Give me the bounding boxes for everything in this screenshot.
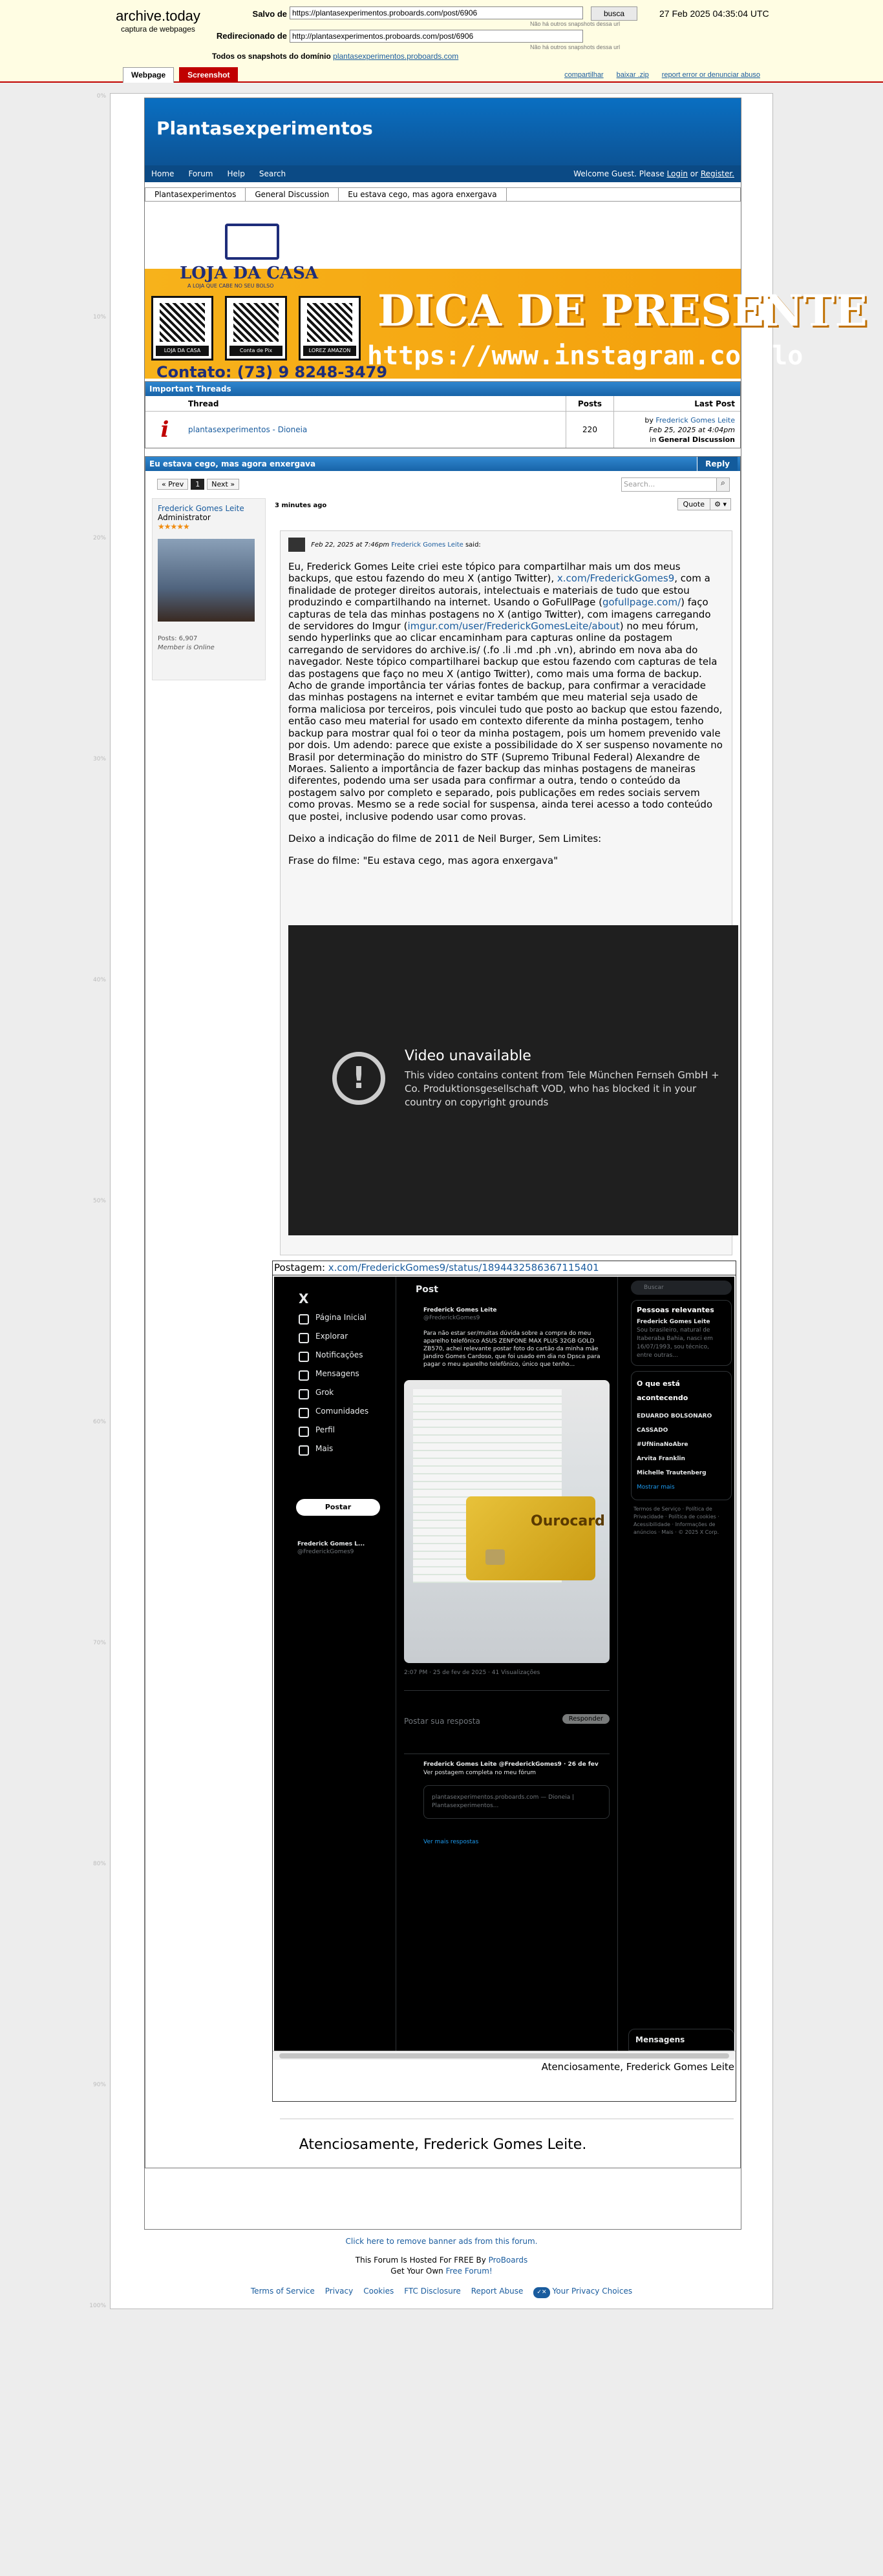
remove-ads-link[interactable]: Click here to remove banner ads from this forum. [345, 2237, 538, 2246]
footer-links [111, 2286, 772, 2298]
col-posts: Posts [566, 396, 613, 411]
get-your-own-text: Get Your Own [390, 2267, 443, 2276]
domain-link[interactable]: plantasexperimentos.proboards.com [333, 52, 459, 61]
archived-page-frame [110, 93, 867, 2309]
ruler-mark: 30% [92, 756, 106, 762]
thread-container [145, 456, 741, 2168]
all-snapshots-row [212, 52, 458, 61]
qr-label: LOJA DA CASA [156, 346, 209, 356]
archive-logo[interactable]: archive.today [116, 8, 200, 24]
archive-brand[interactable] [111, 8, 205, 34]
post-text: ) no meu fórum, sendo hyperlinks que ao clicar encaminham para capturas online da postagem carregando de servidores do archive.is/ (.fo .li .md .ph .vn), abrindo em nova aba do navegador. Neste tópico compartilharei backup que estou fazendo com capturas de tela das postagens que faço no meu X (antigo Twitter), como mais uma forma de backup. Acho de grande importância ter várias fontes de backup, para confirmar a veracidade das minhas postagens na internet e evitar também que meu material seja usado de forma maliciosa por terceiros, pois vinculei tudo que posto ao backup que estou fazendo, então caso meu material for usado em contexto diferente da minha postagem, tenho backup para mostrar qual foi o teor da minha postagem, pois um homem prevenido vale por dois. Um adendo: parece que existe a possibilidade do X ser suspenso novamente no Brasil por determinação do ministro do STF (Supremo Tribunal Federal) Alexandre de Moraes. Saliento a importância de fazer backup das minhas postagens de maneiras diferentes, podendo uma ser usada para confirmar a outra, tendo o conteúdo da postagem salvo por completo e separado, pois publicações em redes sociais servem como provas. Mesmo se a rede social for suspensa, ainda terei acesso a todo conteúdo que postei, inclusive podendo usar como provas. [288, 620, 723, 822]
x-logo-icon: X [299, 1291, 309, 1306]
last-post-author[interactable]: Frederick Gomes Leite [655, 415, 735, 424]
store-logo-icon [225, 224, 279, 260]
x-trend: EDUARDO BOLSONARO CASSADO [637, 1413, 712, 1434]
forum-nav [145, 165, 741, 182]
report-abuse-link[interactable]: Report Abuse [471, 2287, 524, 2296]
reply-button[interactable]: Reply [697, 457, 738, 471]
snapshot-date: 27 Feb 2025 04:35:04 UTC [659, 8, 769, 19]
hosted-by-text: This Forum Is Hosted For FREE By [355, 2256, 486, 2265]
x-trend: Arvita Franklin [637, 1456, 685, 1462]
qr-code-icon [151, 296, 213, 361]
banner-headline: DICA DE PRESENTE [378, 286, 867, 336]
x-tweet [396, 1303, 617, 1372]
important-thread-row[interactable] [145, 412, 740, 448]
x-menu-communities: Comunidades [296, 1402, 399, 1421]
download-zip-link[interactable]: baixar .zip [616, 71, 649, 79]
breadcrumb [145, 187, 741, 202]
x-sidebar [296, 1290, 399, 1458]
x-reply-text: Ver postagem completa no meu fórum [423, 1770, 537, 1776]
x-reply-link-card: plantasexperimentos.proboards.com — Dioneia | Plantasexperimentos... [423, 1785, 610, 1819]
redirected-label: Redirecionado de [216, 31, 287, 41]
tweet-signature: Atenciosamente, Frederick Gomes Leite [541, 2061, 734, 2073]
breadcrumb-board[interactable]: General Discussion [246, 188, 339, 201]
qr-code-icon [299, 296, 361, 361]
important-threads-heading: Important Threads [145, 382, 740, 396]
archive-actions [564, 71, 760, 79]
tweet-label: Postagem: [274, 1262, 325, 1273]
poster-role: Administrator [158, 513, 211, 522]
tab-webpage[interactable]: Webpage [123, 67, 174, 83]
ruler-mark: 40% [92, 977, 106, 983]
forum-container [144, 98, 867, 2230]
x-profile-link[interactable]: x.com/FrederickGomes9 [557, 572, 675, 585]
welcome-text [573, 169, 734, 178]
x-reply-box [404, 1690, 610, 1726]
qr-label: Conta de Pix [229, 346, 282, 356]
thread-search-input[interactable]: Search... [624, 480, 655, 488]
search-icon[interactable]: ⌕ [716, 478, 729, 491]
forum-title[interactable]: Plantasexperimentos [156, 118, 373, 139]
imgur-link[interactable]: imgur.com/user/FrederickGomesLeite/about [407, 620, 620, 633]
x-post-header: Post [416, 1284, 438, 1295]
last-by: by [644, 415, 654, 424]
breadcrumb-thread[interactable]: Eu estava cego, mas agora enxergava [339, 188, 506, 201]
card-chip-icon [485, 1549, 505, 1565]
important-threads-header [145, 396, 740, 412]
post-signature: Atenciosamente, Frederick Gomes Leite. [299, 2137, 587, 2153]
x-tweet-text: Para não estar ser/muitas dúvida sobre a compra do meu aparelho telefônico ASUS ZENFONE MAX PLUS 32GB GOLD ZB570, achei relevante postar foto do cartão da minha mãe Jandiro Gomes Cardoso, que foi usado em dia no Dpsca para pagar o meu aparelho telefônico, único que tenho... [423, 1330, 601, 1368]
youtube-video-embed[interactable] [288, 925, 738, 1235]
post-text: ) faço capturas de tela das minhas postagens no X (antigo Twitter), com imagens carregando de servidores do Imgur ( [288, 596, 711, 633]
x-menu-more: Mais [296, 1440, 399, 1458]
x-reply-button: Responder [562, 1714, 610, 1724]
prev-page-button[interactable]: « Prev [157, 479, 188, 490]
tweet-label-row [273, 1261, 736, 1275]
x-account [297, 1540, 365, 1556]
x-search-box: Buscar [631, 1281, 732, 1295]
qr-label: LOREZ AMAZON [303, 346, 356, 356]
x-tweet-author: Frederick Gomes Leite [423, 1307, 497, 1314]
x-reply [404, 1754, 610, 1847]
no-other-snapshots-hint-2: Não há outros snapshots dessa url [530, 44, 621, 50]
domain-label: do domínio [289, 52, 331, 61]
x-trend: #UfNinaNoAbre [637, 1441, 688, 1448]
video-unavailable-desc: This video contains content from Tele München Fernseh GmbH + Co. Produktionsgesellschaft VOD, who has blocked it in your country on copyright grounds [405, 1069, 719, 1108]
col-thread: Thread [188, 399, 219, 408]
tweet-screenshot[interactable] [274, 1277, 734, 2051]
forum-header [145, 98, 741, 182]
post-text: , com a finalidade de proteger direitos autorais, intelectuais e materiais de tudo que estou produzindo e compartilhando na internet. Usando o GoFullPage ( [288, 572, 710, 609]
rank-stars-icon: ★★★★★ [158, 522, 189, 531]
share-link[interactable]: compartilhar [564, 71, 604, 79]
thread-title: Eu estava cego, mas agora enxergava [149, 459, 316, 468]
archive-toolbar [0, 0, 883, 83]
terms-link[interactable]: Terms of Service [250, 2287, 315, 2296]
x-trends-heading: O que está acontecendo [637, 1379, 688, 1402]
video-unavailable-title: Video unavailable [405, 1048, 531, 1064]
col-last-post: Last Post [613, 396, 740, 411]
breadcrumb-home[interactable]: Plantasexperimentos [145, 188, 246, 201]
important-threads [145, 381, 741, 448]
all-snapshots-label[interactable]: Todos os snapshots [212, 52, 287, 61]
info-icon: i [160, 417, 169, 443]
next-page-button[interactable]: Next » [207, 479, 239, 490]
thread-title-bar [145, 457, 740, 471]
privacy-toggle-icon: ✓✕ [533, 2287, 549, 2298]
welcome-or: or [690, 169, 699, 178]
report-error-link[interactable]: report error or denunciar abuso [661, 71, 760, 79]
post-text: Eu, Frederick Gomes Leite criei este tópico para compartilhar mais um dos meus backups, que estou fazendo do meu X (antigo Twitter), [288, 561, 681, 585]
x-menu-grok: Grok [296, 1383, 399, 1402]
x-main-column [396, 1277, 618, 2051]
privacy-choices-link[interactable] [533, 2286, 632, 2298]
warning-icon: ! [332, 1052, 385, 1105]
view-tabs [123, 67, 238, 83]
forum-footer [111, 2236, 772, 2298]
last-in: in [650, 435, 657, 444]
ruler-mark: 60% [92, 1419, 106, 1425]
x-account-handle: @FrederickGomes9 [297, 1549, 354, 1555]
x-reply-author: Frederick Gomes Leite @FrederickGomes9 · 26 de fev [423, 1761, 599, 1768]
x-menu-home: Página Inicial [296, 1308, 399, 1327]
tweet-link[interactable]: x.com/FrederickGomes9/status/1894432586367115401 [328, 1262, 599, 1273]
x-account-name: Frederick Gomes L... [297, 1541, 365, 1547]
ruler-mark: 10% [92, 314, 106, 320]
thread-search [621, 477, 730, 492]
post-options-gear-icon[interactable]: ⚙ ▾ [710, 498, 731, 510]
poster-post-count: Posts: 6,907 [158, 635, 198, 642]
x-trends [631, 1371, 732, 1500]
x-relevant-heading: Pessoas relevantes [637, 1306, 714, 1314]
banner-store-sub: A LOJA QUE CABE NO SEU BOLSO [187, 283, 274, 289]
ruler-mark: 80% [92, 1861, 106, 1867]
search-button[interactable]: busca [591, 6, 637, 21]
cookies-link[interactable]: Cookies [363, 2287, 394, 2296]
post-paragraph-2: Deixo a indicação do filme de 2011 de Neil Burger, Sem Limites: [288, 832, 602, 844]
x-reply-placeholder: Postar sua resposta [404, 1717, 480, 1726]
banner-instagram: https://www.instagram.com/lo [367, 341, 803, 371]
poster-online-status: Member is Online [158, 644, 215, 651]
post-time-ago: 3 minutes ago [275, 502, 327, 509]
tweet-embed [272, 1261, 736, 2102]
post-paragraph-3: Frase do filme: "Eu estava cego, mas agora enxergava" [288, 855, 559, 867]
quote-button[interactable]: Quote [677, 498, 710, 510]
ruler-mark: 90% [92, 2082, 106, 2088]
last-post-info [613, 412, 740, 448]
x-relevant-people [631, 1300, 732, 1366]
x-tweet-image [404, 1380, 610, 1663]
saved-from-label: Salvo de [252, 9, 287, 19]
x-relevant-desc: Sou brasileiro, natural de Itaberaba Bahia, nasci em 16/07/1993, sou técnico, entre outras... [637, 1327, 713, 1359]
x-tweet-handle: @FrederickGomes9 [423, 1315, 480, 1321]
x-right-column [628, 1277, 734, 2051]
saved-from-url-field[interactable]: https://plantasexperimentos.proboards.com/post/6906 [290, 6, 583, 19]
ftc-disclosure-link[interactable]: FTC Disclosure [404, 2287, 461, 2296]
x-show-more-replies: Ver mais respostas [423, 1839, 479, 1845]
x-post-button: Postar [296, 1499, 380, 1516]
ruler-mark: 70% [92, 1640, 106, 1646]
ruler-mark: 50% [92, 1198, 106, 1204]
ruler-mark: 0% [96, 93, 106, 99]
last-post-board[interactable]: General Discussion [658, 435, 735, 444]
post-body [280, 530, 732, 1255]
x-show-more-trends: Mostrar mais [637, 1484, 675, 1491]
quote-avatar [288, 538, 305, 552]
x-menu-explore: Explorar [296, 1327, 399, 1346]
qr-code-icon [225, 296, 287, 361]
current-page[interactable]: 1 [191, 479, 204, 490]
x-menu-messages: Mensagens [296, 1365, 399, 1383]
last-post-date: Feb 25, 2025 at 4:04pm [648, 425, 735, 434]
quote-date: Feb 22, 2025 at 7:46pm [311, 541, 390, 549]
x-trend: Michelle Trautenberg [637, 1470, 707, 1476]
register-link[interactable]: Register. [700, 169, 734, 178]
pagination [157, 479, 239, 490]
tab-screenshot[interactable]: Screenshot [179, 67, 238, 83]
credit-card-image: Ourocard [466, 1496, 595, 1580]
privacy-choices-label: Your Privacy Choices [552, 2287, 633, 2296]
x-relevant-name: Frederick Gomes Leite [637, 1319, 710, 1325]
x-menu-profile: Perfil [296, 1421, 399, 1440]
redirected-url-field[interactable]: http://plantasexperimentos.proboards.com/post/6906 [290, 30, 583, 43]
nav-help[interactable]: Help [227, 169, 245, 178]
gofullpage-link[interactable]: gofullpage.com/ [602, 596, 681, 609]
x-footer-links: Termos de Serviço · Política de Privacidade · Política de cookies · Acessibilidade · Informações de anúncios · Mais · © 2025 X Corp. [633, 1506, 719, 1535]
archive-subtitle: captura de webpages [121, 25, 195, 34]
x-menu-notifications: Notificações [296, 1346, 399, 1365]
ruler-mark: 20% [92, 535, 106, 541]
thread-post-count: 220 [566, 412, 613, 448]
scroll-ruler [89, 93, 109, 2309]
horizontal-scrollbar[interactable] [273, 2051, 736, 2060]
banner-store-name: LOJA DA CASA [180, 264, 319, 283]
privacy-link[interactable]: Privacy [324, 2287, 354, 2296]
ad-banner[interactable] [145, 224, 867, 381]
x-tweet-time: 2:07 PM · 25 de fev de 2025 · 41 Visualizações [404, 1670, 540, 1676]
proboards-link[interactable]: ProBoards [488, 2256, 528, 2265]
quote-said: said: [465, 541, 481, 549]
quote-author[interactable]: Frederick Gomes Leite [391, 541, 463, 549]
no-other-snapshots-hint: Não há outros snapshots dessa url [530, 21, 621, 27]
x-messages-drawer: Mensagens [628, 2029, 734, 2051]
nav-home[interactable]: Home [151, 169, 175, 178]
login-link[interactable]: Login [666, 169, 688, 178]
welcome-prefix: Welcome Guest. Please [573, 169, 665, 178]
free-forum-link[interactable]: Free Forum! [445, 2267, 493, 2276]
poster-name[interactable]: Frederick Gomes Leite [158, 504, 244, 513]
avatar[interactable] [158, 539, 255, 622]
banner-contact: Contato: (73) 9 8248-3479 [156, 363, 388, 381]
poster-info [152, 498, 266, 680]
ruler-mark: 100% [89, 2303, 106, 2309]
nav-forum[interactable]: Forum [188, 169, 213, 178]
post-paragraph-1 [288, 561, 724, 822]
quote-header [288, 538, 724, 552]
nav-search[interactable]: Search [259, 169, 286, 178]
thread-link[interactable]: plantasexperimentos - Dioneia [188, 425, 308, 434]
